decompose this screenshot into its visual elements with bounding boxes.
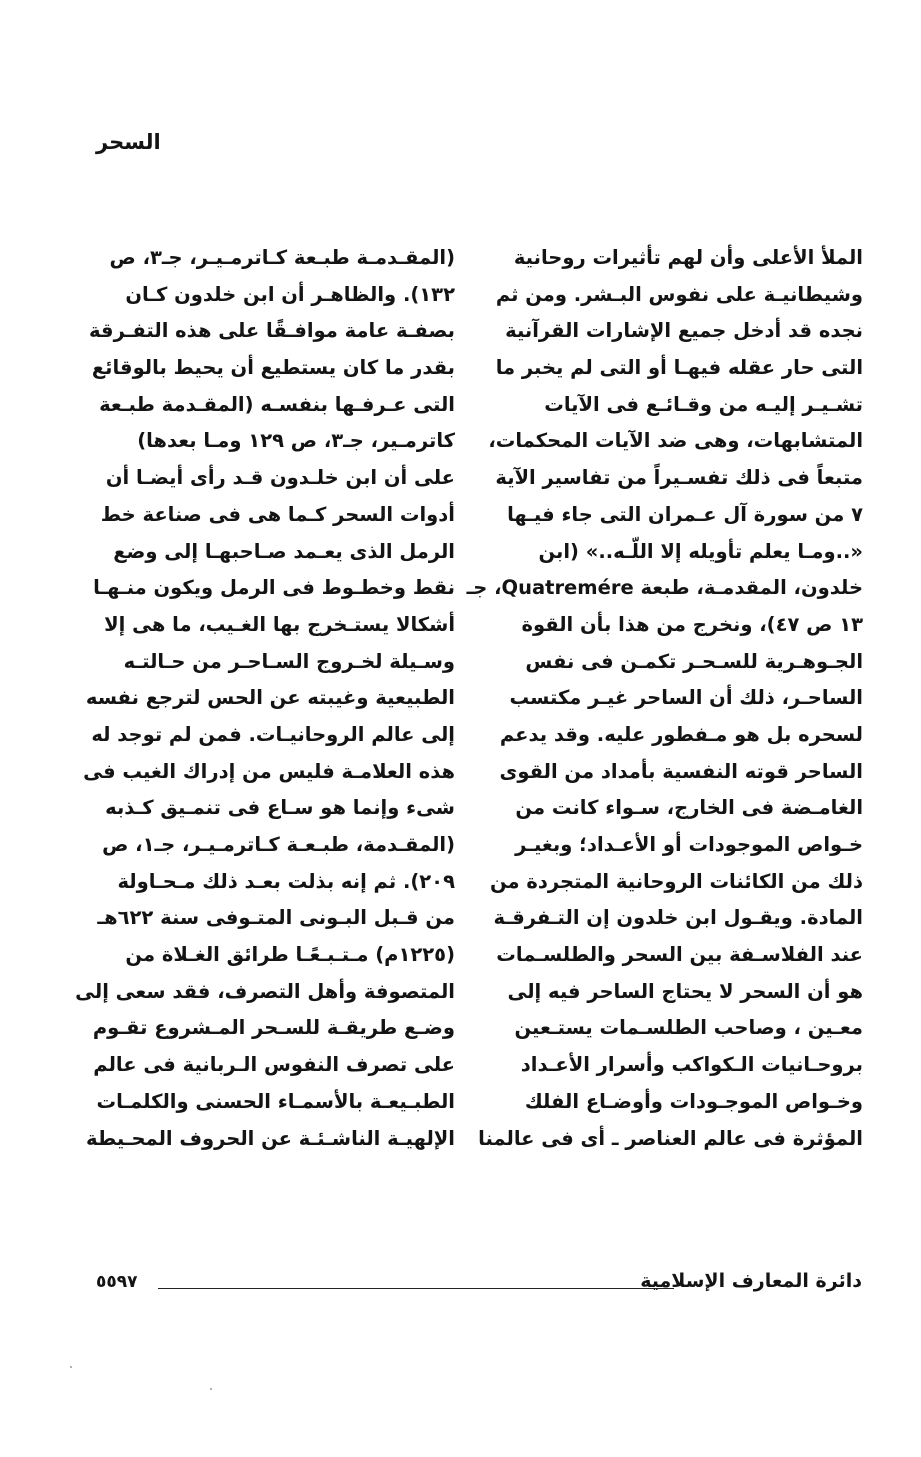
text-line: وضـع طريقـة للسـحر المـشروع تقـوم — [92, 1016, 455, 1040]
text-line: المادة. ويقـول ابن خلدون إن التـفرقـة — [493, 906, 863, 930]
text-line: هو أن السحر لا يحتاج الساحر فيه إلى — [507, 979, 863, 1003]
page-number: ٥٥٩٧ — [96, 1272, 138, 1292]
text-line: (المقـدمة، طبـعـة كـاترمـيـر، جـ١، ص — [102, 833, 455, 856]
text-line: «..ومـا يعلم تأويله إلا اللّـه..» (ابن — [538, 539, 863, 563]
text-line: (١٢٢٥م) مـتـبـعًـا طرائق الغـلاة من — [125, 943, 455, 967]
text-line: الغامـضة فى الخارج، سـواء كانت من — [515, 796, 863, 820]
text-line: المتشابهات، وهى ضد الآيات المحكمات، — [488, 429, 863, 453]
page-footer — [96, 1264, 862, 1304]
text-line: شىء وإنما هو سـاع فى تنمـيق كـذبه — [105, 796, 455, 820]
text-line: وخـواص الموجـودات وأوضـاع الفلك — [524, 1089, 863, 1113]
text-line: تشـيـر إليـه من وقـائـع فى الآيات — [544, 392, 863, 416]
text-line: الساحر قوته النفسية بأمداد من القوى — [499, 759, 863, 783]
text-line: على تصرف النفوس الـربانية فى عالم — [93, 1053, 455, 1077]
text-line: بصفـة عامة موافـقًا على هذه التفـرقة — [88, 319, 455, 343]
text-line: على أن ابن خلـدون قـد رأى أيضـا أن — [105, 466, 455, 490]
text-line: نجده قد أدخل جميع الإشارات القرآنية — [505, 319, 863, 343]
text-line: هذه العلامـة فليس من إدراك الغيب فى — [83, 759, 455, 783]
text-line: المتصوفة وأهل التصرف، فقد سعى إلى — [75, 979, 455, 1003]
text-line: التى عـرفـها بنفسـه (المقـدمة طبـعة — [99, 392, 455, 416]
text-line: من قـبل البـونى المتـوفى سنة ٦٢٢هـ — [97, 906, 455, 930]
text-line: الساحـر، ذلك أن الساحر غيـر مكتسب — [509, 686, 863, 710]
text-line: ذلك من الكائنات الروحانية المتجردة من — [489, 869, 863, 893]
text-line: المؤثرة فى عالم العناصر ـ أى فى عالمنا — [478, 1126, 863, 1150]
text-line: متبعاً فى ذلك تفسـيراً من تفاسير الآية — [495, 466, 863, 490]
text-line: ١٣ ص ٤٧)، ونخرج من هذا بأن القوة — [521, 612, 863, 636]
text-line: الإلهيـة الناشـئـة عن الحروف المحـيطة — [86, 1126, 455, 1150]
text-line: عند الفلاسـفة بين السحر والطلسـمات — [496, 943, 863, 967]
scan-speck — [70, 1366, 72, 1368]
text-line: خـواص الموجودات أو الأعـداد؛ وبغيـر — [515, 833, 863, 856]
text-line: الجـوهـرية للسـحـر تكمـن فى نفس — [525, 649, 863, 673]
text-line: وسـيلة لخـروج السـاحـر من حـالتـه — [123, 649, 455, 673]
text-line: التى حار عقله فيهـا أو التى لم يخبر ما — [495, 356, 863, 380]
text-line: أدوات السحر كـما هى فى صناعة خط — [100, 502, 455, 526]
text-line: الطبيعية وغيبته عن الحس لترجع نفسه — [85, 686, 455, 710]
text-line: معـين ، وصاحب الطلسـمات يستـعين — [514, 1016, 863, 1040]
running-header-title: السحر — [96, 130, 161, 154]
text-line: ٢٠٩). ثم إنه بذلت بعـد ذلك مـحـاولة — [117, 869, 455, 893]
scan-speck — [210, 1388, 212, 1390]
footer-title: دائرة المعارف الإسلامية — [640, 1270, 862, 1292]
text-line: لسحره بل هو مـفطور عليه. وقد يدعم — [499, 722, 863, 746]
text-line: إلى عالم الروحانيـات. فمن لم توجد له — [91, 722, 455, 746]
text-line: بقدر ما كان يستطيع أن يحيط بالوقائع — [91, 356, 455, 380]
text-line: بروحـانيات الـكواكب وأسرار الأعـداد — [520, 1053, 863, 1077]
text-line: الرمل الذى يعـمد صـاحبهـا إلى وضع — [113, 539, 455, 563]
text-line: الطبـيعـة بالأسمـاء الحسنى والكلمـات — [96, 1089, 455, 1113]
text-line: ٧ من سورة آل عـمران التى جاء فيـها — [507, 502, 863, 526]
text-line: الملأ الأعلى وأن لهم تأثيرات روحانية — [513, 246, 863, 269]
text-column-left — [75, 240, 455, 1157]
footer-rule-divider — [158, 1288, 674, 1289]
text-line: (المقـدمـة طبـعة كـاترمـيـر، جـ٣، ص — [109, 246, 455, 269]
text-line: نقط وخطـوط فى الرمل ويكون منـهـا — [93, 576, 455, 600]
text-line: خلدون، المقدمـة، طبعة Quatremére، جـ — [466, 576, 863, 600]
text-line: كاترمـير، جـ٣، ص ١٢٩ ومـا بعدها) — [137, 429, 455, 453]
text-line: أشكالا يستـخرج بها الغـيب، ما هى إلا — [104, 612, 455, 636]
text-line: ١٣٢). والظاهـر أن ابن خلدون كـان — [125, 282, 455, 306]
text-column-right — [466, 240, 863, 1157]
text-line: وشيطانيـة على نفوس البـشر. ومن ثم — [495, 282, 863, 306]
